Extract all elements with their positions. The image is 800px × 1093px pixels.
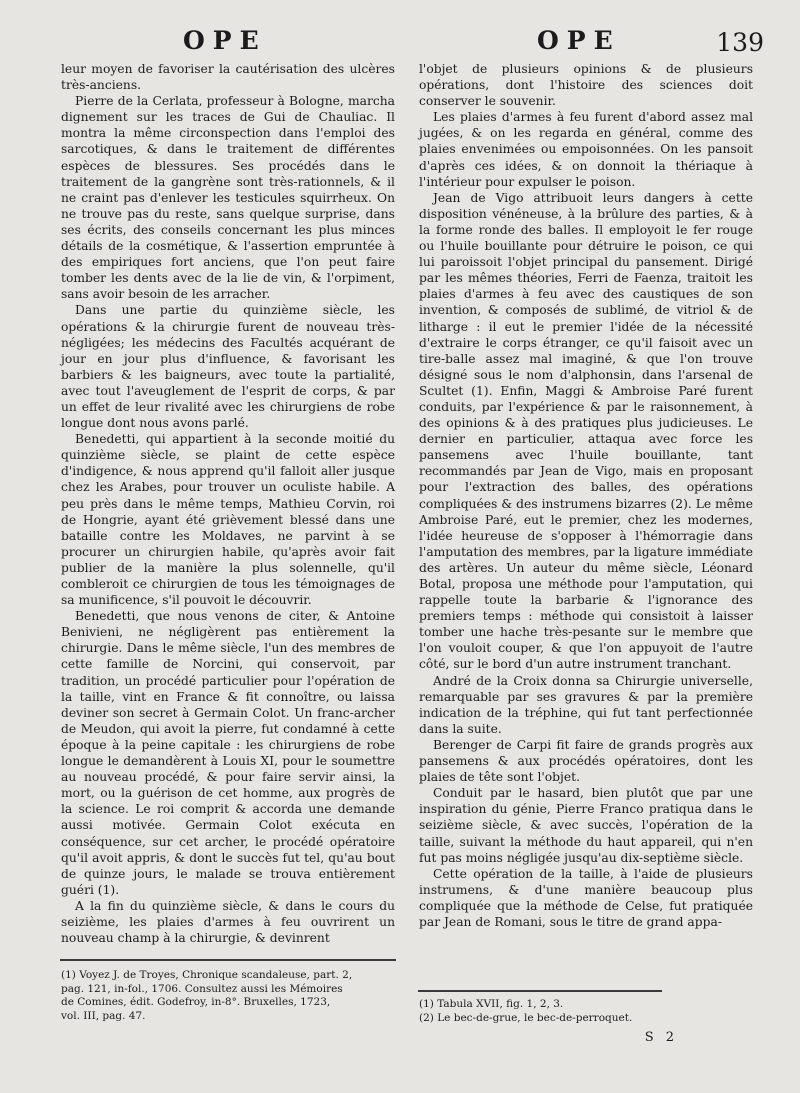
paragraph: Dans une partie du quinzième siècle, les opérations & la chirurgie furent de nouveau très-négligées; les médecins des Facultés acquérant de jour en jour plus d'influence, & favorisant les barbiers & les baigneurs, avec toute la partialité, avec tout l'aveuglement de l'esprit de corps, & par un effet de leur rivalité avec les chirurgiens de robe longue dont nous avons parlé. bbox=[61, 303, 395, 431]
footnote-line: de Comines, édit. Godefroy, in-8°. Bruxelles, 1723, bbox=[61, 996, 331, 1008]
paragraph: leur moyen de favoriser la cautérisation des ulcères très-anciens. bbox=[61, 62, 395, 93]
footnotes-left bbox=[61, 969, 395, 1023]
paragraph: l'objet de plusieurs opinions & de plusieurs opérations, dont l'histoire des sciences doit conserver le souvenir. bbox=[419, 62, 753, 109]
footnotes-right bbox=[419, 998, 749, 1025]
paragraph: Cette opération de la taille, à l'aide de plusieurs instrumens, & d'une manière beaucoup plus compliquée que la méthode de Celse, fut pratiquée par Jean de Romani, sous le titre de grand appa- bbox=[419, 866, 753, 929]
left-column bbox=[61, 61, 395, 946]
paragraph: Berenger de Carpi fit faire de grands progrès aux pansemens & aux procédés opératoires, dont les plaies de tête sont l'objet. bbox=[419, 737, 753, 785]
running-head-right: OPE bbox=[537, 26, 621, 55]
footnote-line: (2) Le bec-de-grue, le bec-de-perroquet. bbox=[419, 1011, 633, 1024]
paragraph: Jean de Vigo attribuoit leurs dangers à cette disposition vénéneuse, à la brûlure des parties, & à la forme ronde des balles. Il employoit le fer rouge ou l'huile bouillante pour détruire le poison, ce qui lui paroissoit l'objet principal du pansement. Dirigé par les mêmes théories, Ferri de Faenza, traitoit les plaies d'armes à feu avec des caustiques de son invention, & composés de sublimé, de vitriol & de litharge : il eut le premier l'idée de la nécessité d'extraire le corps étranger, ce qu'il faisoit avec un tire-balle assez mal imaginé, & que l'on trouve désigné sous le nom d'alphonsin, dans l'arsenal de Scultet (1). Enfin, Maggi & Ambroise Paré furent conduits, par l'expérience & par le raisonnement, à des opinions & à des pratiques plus judicieuses. Le dernier en particulier, attaqua avec force les pansemens avec l'huile bouillante, tant recommandés par Jean de Vigo, mais en proposant pour l'extraction des balles, des opérations compliquées & des instrumens bizarres (2). Le même Ambroise Paré, eut le premier, chez les modernes, l'idée heureuse de s'opposer à l'hémorragie dans l'amputation des membres, par la ligature immédiate des artères. Un auteur du même siècle, Léonard Botal, proposa une méthode pour l'amputation, qui rappelle toute la barbarie & l'ignorance des premiers temps : méthode qui consistoit à laisser tomber une hache très-pesante sur le membre que l'on vouloit couper, & que l'on appuyoit de l'autre côté, sur le bord d'un autre instrument tranchant. bbox=[419, 190, 753, 672]
footnote-line: (1) Tabula XVII, fig. 1, 2, 3. bbox=[419, 998, 564, 1010]
running-head-left: OPE bbox=[183, 26, 267, 55]
footnote-line: (1) Voyez J. de Troyes, Chronique scandaleuse, part. 2, bbox=[61, 969, 353, 981]
paragraph: A la fin du quinzième siècle, & dans le cours du seizième, les plaies d'armes à feu ouvrirent un nouveau champ à la chirurgie, & devinrent bbox=[61, 898, 395, 946]
paragraph: Conduit par le hasard, bien plutôt que par une inspiration du génie, Pierre Franco pratiqua dans le seizième siècle, & avec succès, l'opération de la taille, suivant la méthode du haut appareil, qui n'en fut pas moins négligée jusqu'au dix-septième siècle. bbox=[419, 786, 753, 865]
footnote-rule-left bbox=[60, 959, 396, 961]
paragraph: Benedetti, que nous venons de citer, & Antoine Benivieni, ne négligèrent pas entièrement la chirurgie. Dans le même siècle, l'un des membres de cette famille de Norcini, qui conservoit, par tradition, un procédé particulier pour l'opération de la taille, vint en France & fit connoître, ou laissa deviner son secret à Germain Colot. Un franc-archer de Meudon, qui avoit la pierre, fut condamné à cette époque à la peine capitale : les chirurgiens de robe longue le demandèrent à Louis XI, pour le soumettre au nouveau procédé, & pour faire servir ainsi, la mort, ou la guérison de cet homme, aux progrès de la science. Le roi comprit & accorda une demande aussi motivée. Germain Colot exécuta en conséquence, sur cet archer, le procédé opératoire qu'il avoit appris, & dont le succès fut tel, qu'au bout de quinze jours, le malade se trouva entièrement guéri (1). bbox=[61, 609, 395, 897]
paragraph: Benedetti, qui appartient à la seconde moitié du quinzième siècle, se plaint de cette espèce d'indigence, & nous apprend qu'il falloit aller jusque chez les Arabes, pour trouver un oculiste habile. A peu près dans le même temps, Mathieu Corvin, roi de Hongrie, ayant été grièvement blessé dans une bataille contre les Moldaves, ne parvint à se procurer un chirurgien habile, qu'après avoir fait publier de la manière la plus solennelle, qu'il combleroit ce chirurgien de tous les témoignages de sa munificence, s'il pouvoit le découvrir. bbox=[61, 432, 395, 608]
paragraph: Pierre de la Cerlata, professeur à Bologne, marcha dignement sur les traces de Gui de Chauliac. Il montra la même circonspection dans l'emploi des sarcotiques, & dans le traitement de différentes espèces de blessures. Ses procédés dans le traitement de la gangrène sont très-rationnels, & il ne craint pas d'enlever les testicules squirrheux. On ne trouve pas du reste, sans quelque surprise, dans ses écrits, des conseils concernant les plus minces détails de la cosmétique, & l'assertion empruntée à des empiriques fort anciens, que l'on peut faire tomber les dents avec de la lie de vin, & l'orpiment, sans avoir besoin de les arracher. bbox=[61, 94, 395, 302]
paragraph: André de la Croix donna sa Chirurgie universelle, remarquable par ses gravures & par la première indication de la tréphine, qui fut tant perfectionnée dans la suite. bbox=[419, 673, 753, 736]
footnote-line: vol. III, pag. 47. bbox=[61, 1009, 146, 1022]
page-number: 139 bbox=[716, 28, 764, 57]
footnote-line: pag. 121, in-fol., 1706. Consultez aussi les Mémoires bbox=[61, 982, 343, 995]
footnote-rule-right bbox=[418, 990, 662, 992]
signature-mark: S 2 bbox=[644, 1030, 678, 1045]
right-column bbox=[419, 61, 753, 930]
paragraph: Les plaies d'armes à feu furent d'abord assez mal jugées, & on les regarda en général, comme des plaies envenimées ou empoisonnées. On les pansoit d'après ces idées, & on donnoit la thériaque à l'intérieur pour expulser le poison. bbox=[419, 110, 753, 189]
